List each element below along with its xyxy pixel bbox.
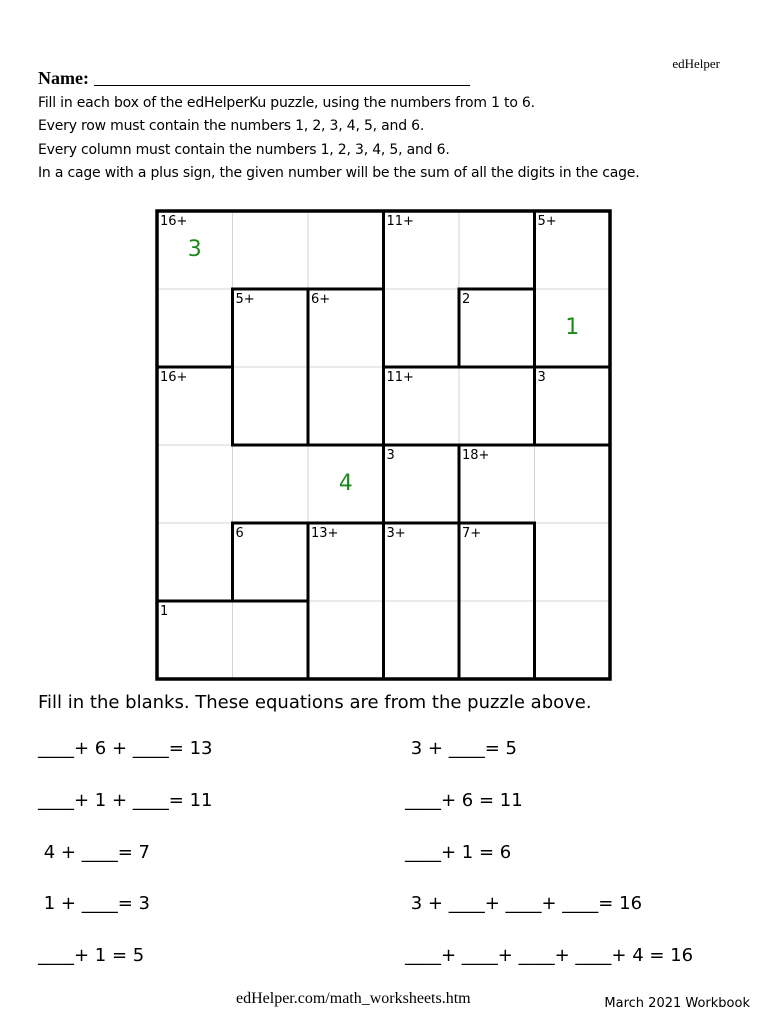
footer-workbook: March 2021 Workbook bbox=[604, 996, 750, 1011]
instruction-line: Every row must contain the numbers 1, 2, 3, 4, 5, and 6. bbox=[38, 118, 425, 134]
puzzle-grid bbox=[157, 211, 610, 679]
brand-label: edHelper bbox=[672, 56, 720, 71]
cage-label: 5+ bbox=[235, 292, 255, 307]
name-label: Name: bbox=[38, 68, 89, 88]
equation-right-5[interactable]: ____+ ____+ ____+ ____+ 4 = 16 bbox=[405, 945, 694, 966]
equation-left-2[interactable]: ____+ 1 + ____= 11 bbox=[38, 790, 213, 811]
cage-borders bbox=[157, 211, 610, 679]
equation-right-3[interactable]: ____+ 1 = 6 bbox=[405, 842, 512, 863]
equation-right-4[interactable]: 3 + ____+ ____+ ____= 16 bbox=[405, 893, 643, 914]
instruction-line: Every column must contain the numbers 1, 2, 3, 4, 5, and 6. bbox=[38, 142, 450, 158]
footer-url: edHelper.com/math_worksheets.htm bbox=[236, 990, 471, 1007]
cage-label: 16+ bbox=[160, 370, 188, 385]
cage-label: 13+ bbox=[311, 526, 339, 541]
equation-left-3[interactable]: 4 + ____= 7 bbox=[38, 842, 150, 863]
instruction-line: In a cage with a plus sign, the given number will be the sum of all the digits in the cage. bbox=[38, 165, 640, 181]
cage-label: 3 bbox=[386, 448, 395, 463]
cage-label: 3 bbox=[537, 370, 546, 385]
cage-label: 6+ bbox=[311, 292, 331, 307]
equation-left-4[interactable]: 1 + ____= 3 bbox=[38, 893, 150, 914]
given-digit: 4 bbox=[338, 471, 353, 496]
cage-label: 18+ bbox=[462, 448, 490, 463]
equation-right-2[interactable]: ____+ 6 = 11 bbox=[405, 790, 523, 811]
cage-label: 11+ bbox=[386, 214, 414, 229]
cage-label: 11+ bbox=[386, 370, 414, 385]
cage-label: 3+ bbox=[386, 526, 406, 541]
given-digit: 1 bbox=[565, 315, 580, 340]
equation-left-5[interactable]: ____+ 1 = 5 bbox=[38, 945, 145, 966]
given-digit: 3 bbox=[187, 237, 202, 262]
equation-left-1[interactable]: ____+ 6 + ____= 13 bbox=[38, 738, 213, 759]
equations-title: Fill in the blanks. These equations are from the puzzle above. bbox=[38, 692, 592, 713]
cage-label: 6 bbox=[235, 526, 244, 541]
instruction-line: Fill in each box of the edHelperKu puzzle, using the numbers from 1 to 6. bbox=[38, 95, 535, 111]
cage-label: 5+ bbox=[537, 214, 557, 229]
cage-label: 7+ bbox=[462, 526, 482, 541]
equation-right-1[interactable]: 3 + ____= 5 bbox=[405, 738, 517, 759]
cage-label: 16+ bbox=[160, 214, 188, 229]
name-line[interactable] bbox=[94, 85, 470, 86]
cage-label: 2 bbox=[462, 292, 471, 307]
cage-label: 1 bbox=[160, 604, 169, 619]
